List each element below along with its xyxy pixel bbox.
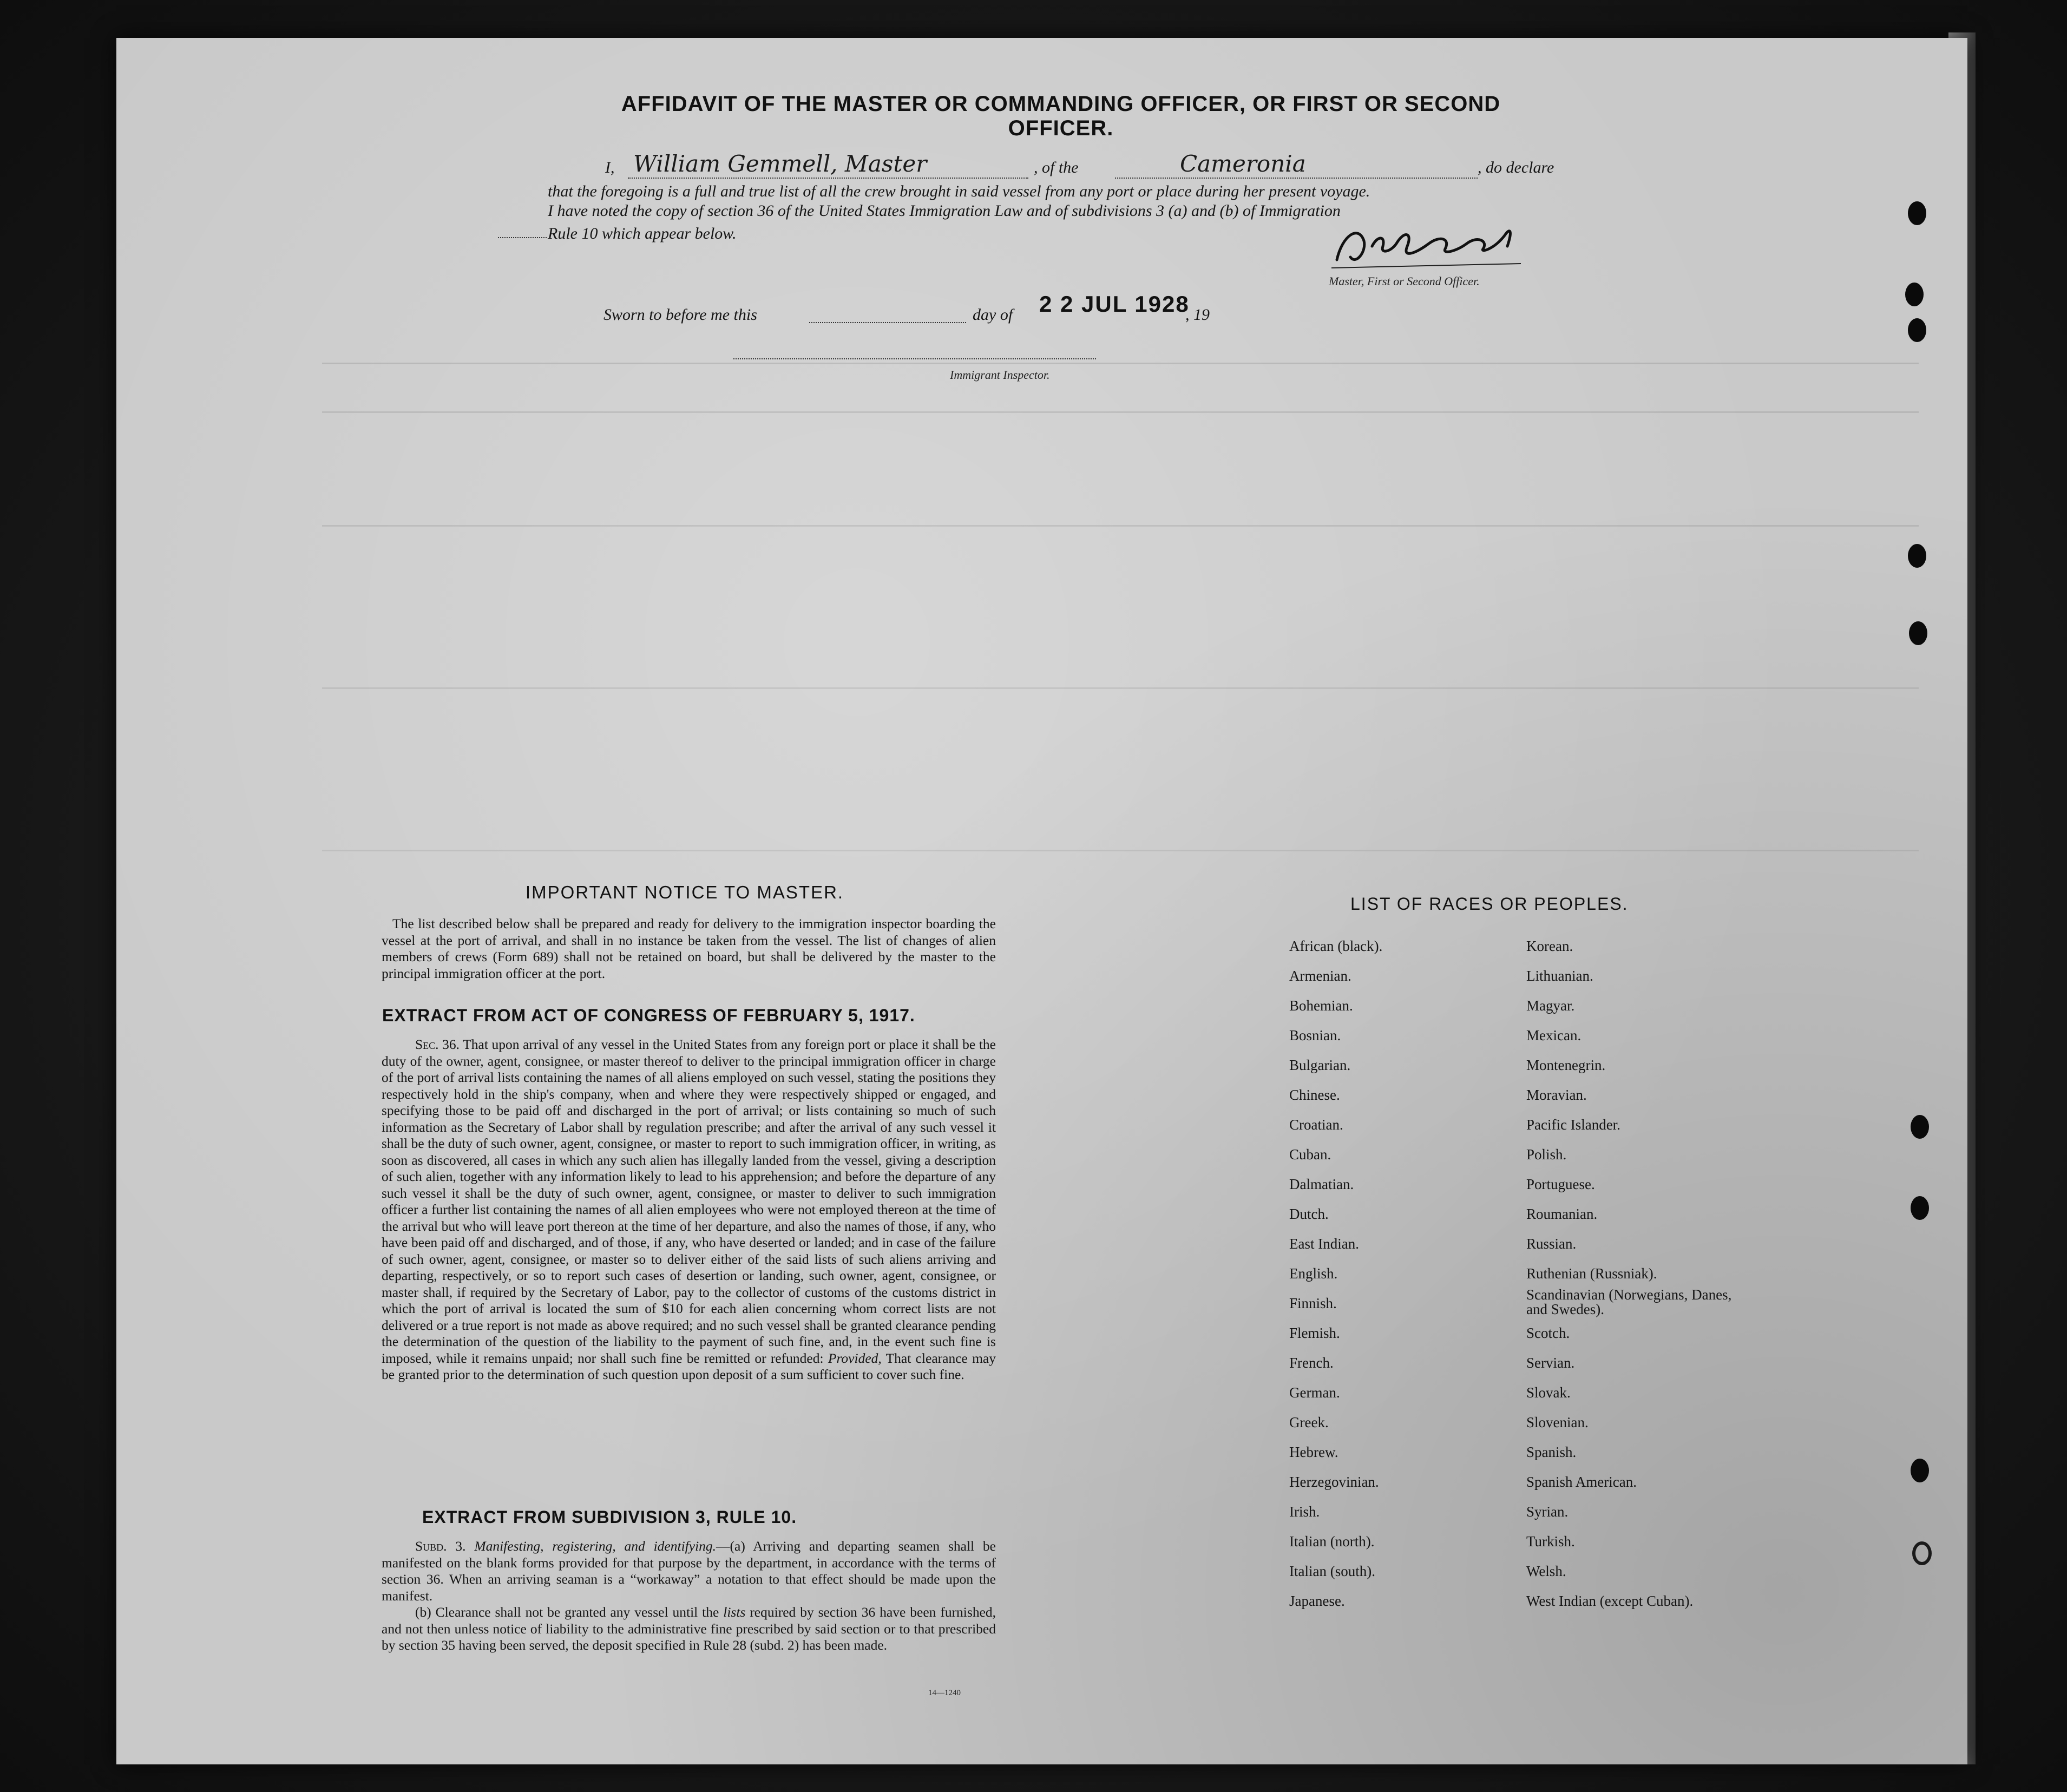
- bleed-through-row: [322, 525, 1919, 527]
- bleed-through-row: [322, 363, 1919, 364]
- race-item: Japanese.: [1289, 1593, 1345, 1609]
- vessel-underline: [1115, 178, 1478, 179]
- race-item: Slovak.: [1526, 1384, 1571, 1401]
- affidavit-title: AFFIDAVIT OF THE MASTER OR COMMANDING OFFICER, OR FIRST OR SECOND OFFICER.: [621, 92, 1501, 140]
- race-item: Russian.: [1526, 1236, 1577, 1252]
- race-item: Portuguese.: [1526, 1176, 1595, 1192]
- race-item: Scotch.: [1526, 1325, 1570, 1341]
- sworn-underline: [809, 322, 966, 323]
- race-item: Roumanian.: [1526, 1206, 1598, 1222]
- race-item: Polish.: [1526, 1146, 1567, 1163]
- race-item: Magyar.: [1526, 997, 1575, 1014]
- signature-caption: Master, First or Second Officer.: [1329, 274, 1480, 288]
- notice-title: IMPORTANT NOTICE TO MASTER.: [525, 882, 844, 902]
- race-item: Ruthenian (Russniak).: [1526, 1265, 1657, 1282]
- race-item: Bulgarian.: [1289, 1057, 1351, 1073]
- race-item: Dalmatian.: [1289, 1176, 1354, 1192]
- race-item: Korean.: [1526, 938, 1573, 954]
- form-number: 14—1240: [928, 1689, 961, 1697]
- subd-label: Subd. 3.: [415, 1538, 466, 1554]
- race-item: African (black).: [1289, 938, 1383, 954]
- punch-hole: [1911, 1115, 1929, 1139]
- race-item: Spanish.: [1526, 1444, 1577, 1460]
- race-item: Irish.: [1289, 1504, 1320, 1520]
- bleed-through-row: [322, 687, 1919, 689]
- race-item: Italian (north).: [1289, 1533, 1375, 1550]
- punch-hole: [1908, 318, 1926, 342]
- race-item: West Indian (except Cuban).: [1526, 1593, 1694, 1609]
- master-name-handwritten: William Gemmell, Master: [633, 150, 927, 177]
- extract-rule-title: EXTRACT FROM SUBDIVISION 3, RULE 10.: [422, 1507, 797, 1527]
- affidavit-line-4: Rule 10 which appear below.: [548, 225, 737, 242]
- name-underline: [628, 178, 1028, 179]
- race-item: Turkish.: [1526, 1533, 1575, 1550]
- race-item: Armenian.: [1289, 968, 1351, 984]
- subd-para-b-rest: required by section 36 have been furnished, and not then unless notice of liability to the administrative fine prescribed by said section or to that prescribed by section 35 having been served, the deposit specified in Rule 28 (subd. 2) has been made.: [382, 1604, 996, 1653]
- race-item: Chinese.: [1289, 1087, 1340, 1103]
- affidavit-rule-line: [498, 237, 547, 238]
- master-signature: [1326, 214, 1532, 279]
- punch-hole: [1911, 1196, 1929, 1220]
- race-item: Croatian.: [1289, 1117, 1343, 1133]
- race-item: Welsh.: [1526, 1563, 1566, 1579]
- subd-para-b-lists: lists: [723, 1604, 746, 1620]
- race-item: Pacific Islander.: [1526, 1117, 1620, 1133]
- extract-act-title: EXTRACT FROM ACT OF CONGRESS OF FEBRUARY 5, 1917.: [382, 1006, 915, 1025]
- sec-36-text-end: That clearance may be granted prior to the determination of such question upon deposit of a sum sufficient to cover such fine.: [382, 1350, 996, 1382]
- do-declare-text: , do declare: [1478, 159, 1554, 176]
- declaration-i: I,: [605, 159, 615, 176]
- race-item: Mexican.: [1526, 1027, 1582, 1043]
- punch-hole: [1908, 544, 1926, 568]
- race-item: Flemish.: [1289, 1325, 1340, 1341]
- race-item: Hebrew.: [1289, 1444, 1338, 1460]
- race-item: Spanish American.: [1526, 1474, 1637, 1490]
- race-item: French.: [1289, 1355, 1334, 1371]
- race-item: Finnish.: [1289, 1295, 1337, 1311]
- day-of-text: day of: [973, 306, 1013, 324]
- race-item: German.: [1289, 1384, 1340, 1401]
- punch-hole: [1912, 1541, 1932, 1565]
- affidavit-line-2: that the foregoing is a full and true list of all the crew brought in said vessel from any port or place during her present voyage.: [548, 182, 1370, 200]
- sec-36-text: That upon arrival of any vessel in the United States from any foreign port or place it shall be the duty of the owner, agent, consignee, or master thereof to deliver to the principal immigration officer in charge of the port of arrival lists containing the names of all aliens employed on such vessel, stating the positions they respectively hold in the ship's company, when and where they were respectively shipped or engaged, and specifying those to be paid off and discharged in the port of arrival; or lists containing so much of such information as the Secretary of Labor shall by regulation prescribe; and after the arrival of any such vessel it shall be the duty of such owner, agent, consignee, or master to report to such immigration officer, in writing, as soon as discovered, all cases in which any such alien has illegally landed from the vessel, giving a description of such alien, together with any information likely to lead to his apprehension; and before the departure of any such vessel it shall be the duty of such owner, agent, consignee, or master to deliver to such immigration officer a further list containing the names of all alien employees who were not employed thereon at the time of the arrival but who will leave port thereon at the time of her departure, and also the names of those, if any, who have been paid off and discharged, and of those, if any, who have deserted or landed; and in case of the failure of such owner, agent, consignee, or master so to deliver either of the said lists of such aliens arriving and departing, respectively, or so to report such cases of desertion or landing, such owner, agent, consignee, or master shall, if required by the Secretary of Labor, pay to the collector of customs of the customs district in which the port of arrival is located the sum of $10 for each alien concerning whom correct lists are not delivered or a true report is not made as above required; and no such vessel shall be granted clearance pending the determination of the question of the liability to the payment of such fine, and, in the event such fine is imposed, while it remains unpaid; nor shall such fine be remitted or refunded:: [382, 1036, 996, 1366]
- race-item: Montenegrin.: [1526, 1057, 1606, 1073]
- races-list-left: [1289, 938, 1382, 1623]
- race-item: East Indian.: [1289, 1236, 1359, 1252]
- bleed-through-row: [322, 850, 1919, 851]
- affidavit-line-3: I have noted the copy of section 36 of the United States Immigration Law and of subdivisions 3 (a) and (b) of Immigration: [548, 202, 1341, 220]
- notice-body: [382, 916, 996, 982]
- date-stamp: 2 2 JUL 1928: [1039, 291, 1190, 317]
- race-item: Bohemian.: [1289, 997, 1353, 1014]
- extract-rule-body: [382, 1538, 996, 1654]
- race-item: Italian (south).: [1289, 1563, 1375, 1579]
- inspector-signature-line: [733, 358, 1096, 359]
- race-item: English.: [1289, 1265, 1338, 1282]
- punch-hole: [1911, 1459, 1929, 1482]
- sec-label: Sec. 36.: [415, 1036, 460, 1052]
- vessel-name-handwritten: Cameronia: [1180, 150, 1306, 177]
- punch-hole: [1909, 621, 1927, 645]
- extract-act-body: [382, 1036, 996, 1383]
- provided-word: Provided,: [828, 1350, 882, 1366]
- races-list-right: [1526, 938, 1754, 1623]
- subd-para-b-start: (b) Clearance shall not be granted any vessel until the: [415, 1604, 719, 1620]
- year-prefix: , 19: [1185, 306, 1210, 324]
- race-item: Herzegovinian.: [1289, 1474, 1379, 1490]
- sworn-text: Sworn to before me this: [603, 306, 757, 324]
- race-item: Bosnian.: [1289, 1027, 1341, 1043]
- subd-heading: Manifesting, registering, and identifying.: [474, 1538, 717, 1554]
- of-the-text: , of the: [1034, 159, 1079, 176]
- punch-hole: [1908, 201, 1926, 225]
- race-item: Cuban.: [1289, 1146, 1331, 1163]
- punch-hole: [1905, 283, 1924, 306]
- race-item: Lithuanian.: [1526, 968, 1593, 984]
- races-title: LIST OF RACES OR PEOPLES.: [1350, 894, 1629, 914]
- race-item: Dutch.: [1289, 1206, 1329, 1222]
- notice-paragraph: The list described below shall be prepared and ready for delivery to the immigration inspector boarding the vessel at the port of arrival, and shall in no instance be taken from the vessel. The list of changes of alien members of crews (Form 689) shall not be retained on board, but shall be delivered by the master to the principal immigration officer at the port.: [382, 916, 996, 981]
- subd-para-a: —(a) Arriving and departing seamen shall be manifested on the blank forms provided for that purpose by the department, in accordance with the terms of section 36. When an arriving seaman is a “workaway” a notation to that effect should be made upon the manifest.: [382, 1538, 996, 1604]
- race-item: Syrian.: [1526, 1504, 1569, 1520]
- race-item: Slovenian.: [1526, 1414, 1589, 1430]
- bleed-through-row: [322, 411, 1919, 413]
- race-item: Servian.: [1526, 1355, 1575, 1371]
- race-item: Moravian.: [1526, 1087, 1587, 1103]
- inspector-caption: Immigrant Inspector.: [950, 368, 1050, 382]
- race-item: Scandinavian (Norwegians, Danes, and Swedes).: [1526, 1286, 1732, 1317]
- race-item: Greek.: [1289, 1414, 1329, 1430]
